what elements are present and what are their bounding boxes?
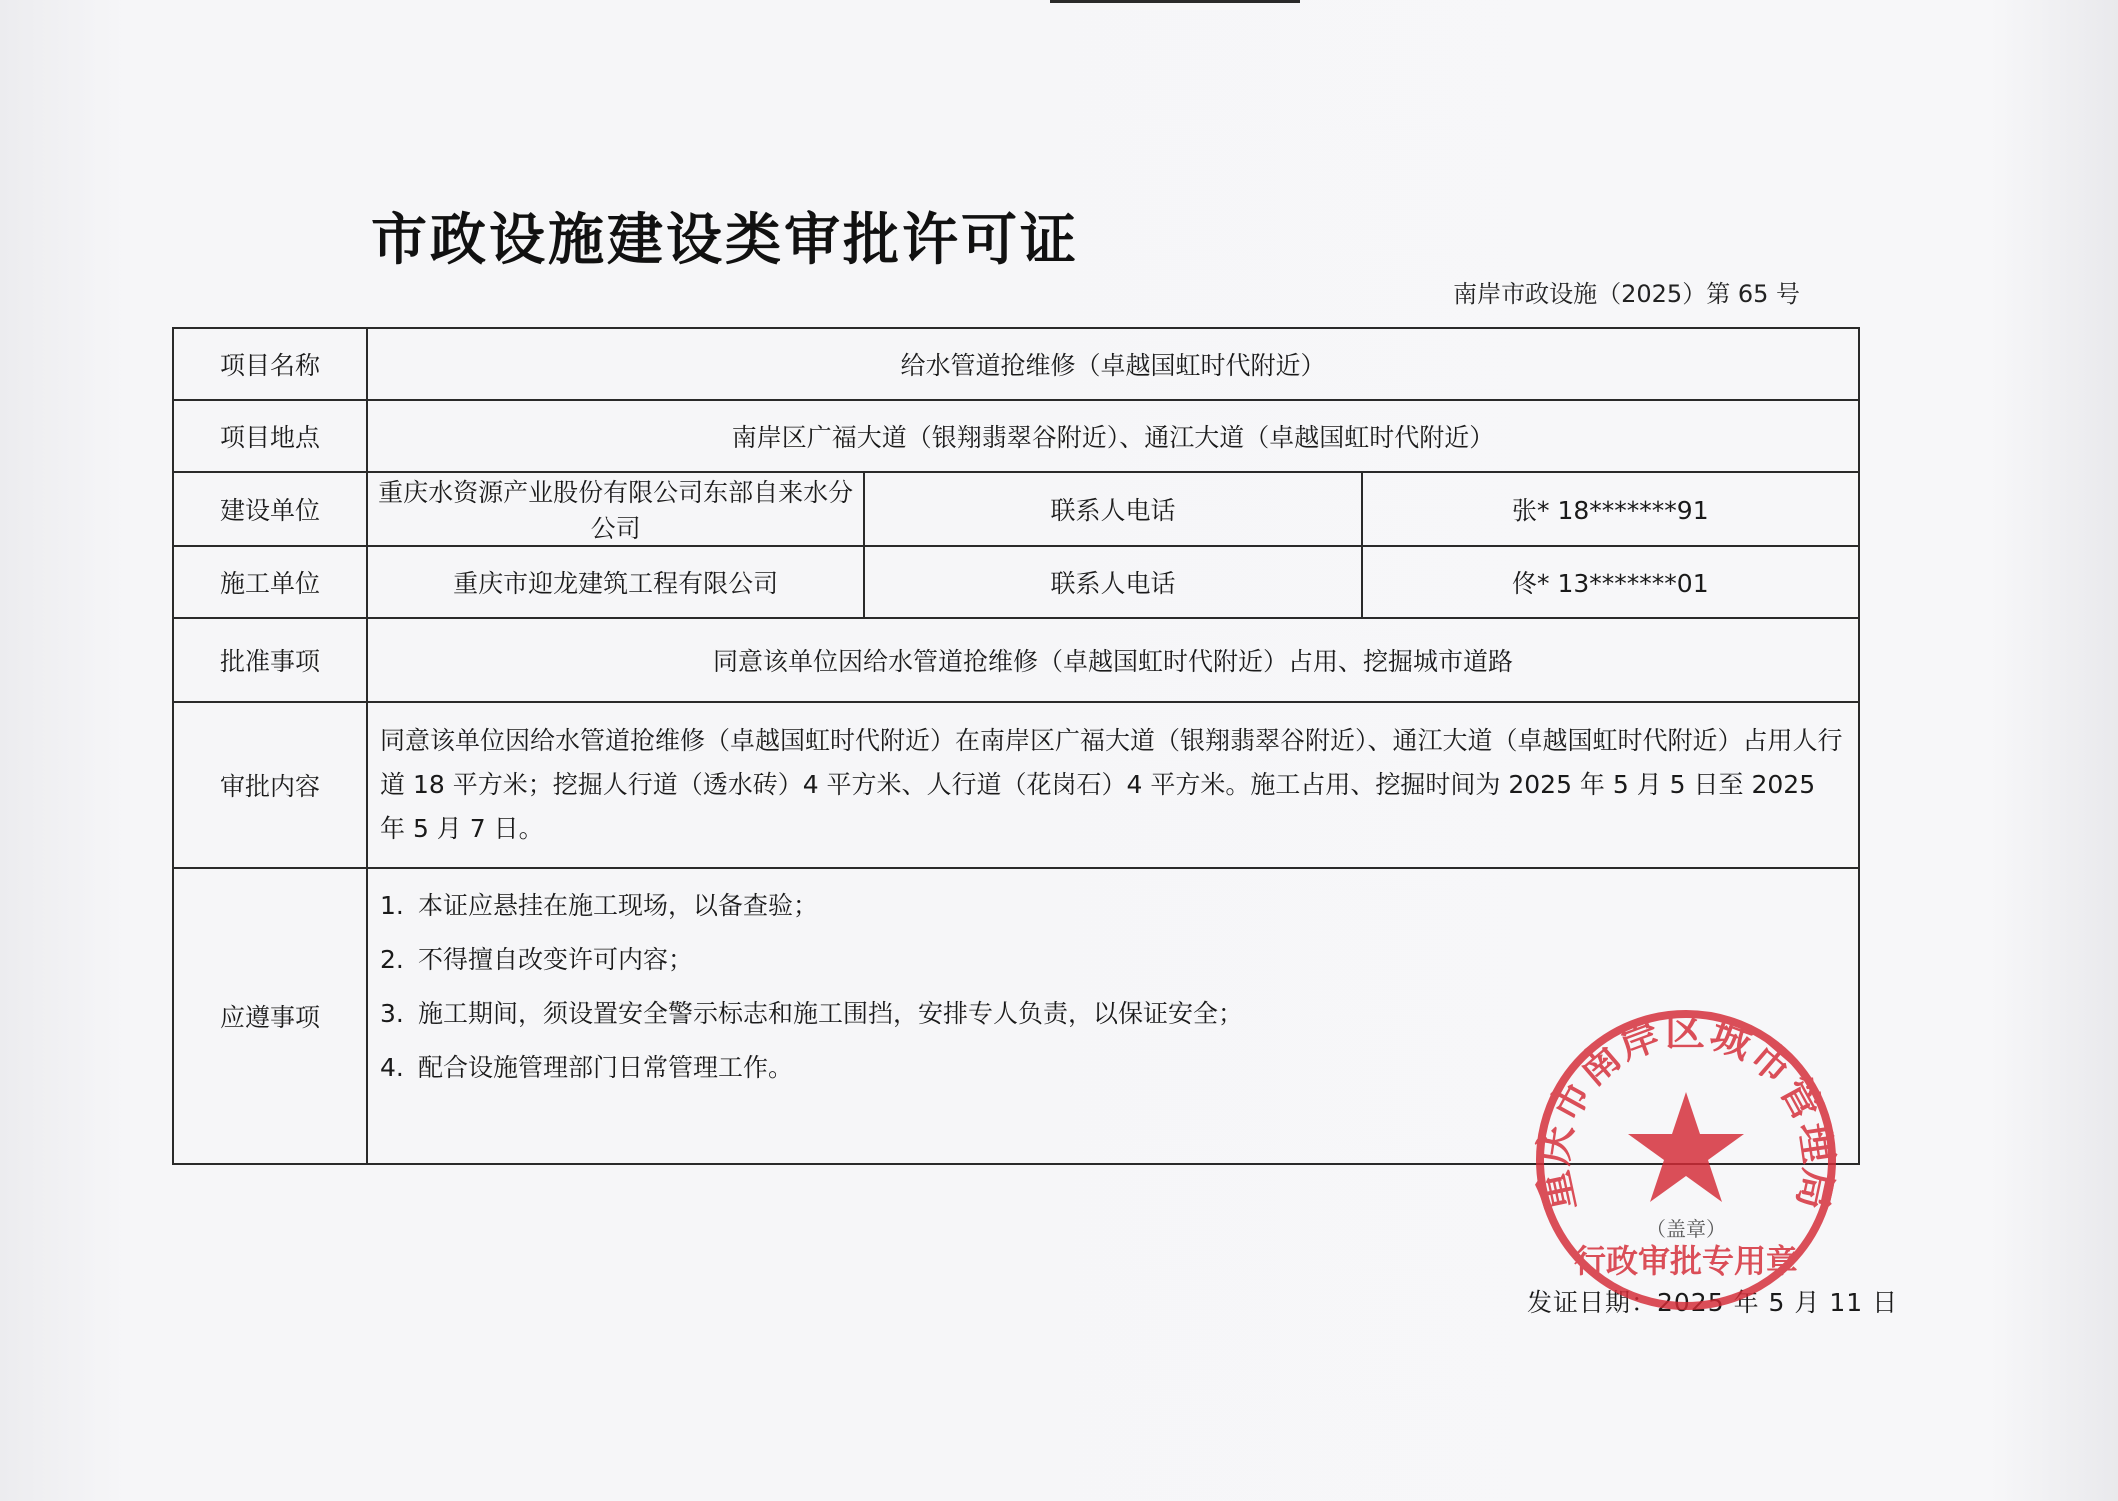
project-location-value: 南岸区广福大道（银翔翡翠谷附近）、通江大道（卓越国虹时代附近） (367, 400, 1859, 472)
project-location-label: 项目地点 (173, 400, 367, 472)
note-number: 4. (380, 1053, 404, 1082)
document-title: 市政设施建设类审批许可证 (371, 207, 1079, 273)
row-project-location (173, 400, 1859, 472)
notes-label: 应遵事项 (173, 868, 367, 1164)
constructor-value: 重庆市迎龙建筑工程有限公司 (367, 546, 864, 618)
issue-date: 发证日期：2025 年 5 月 11 日 (1527, 1288, 1899, 1317)
builder-label: 建设单位 (173, 472, 367, 546)
builder-contact-label: 联系人电话 (864, 472, 1361, 546)
document-number: 南岸市政设施（2025）第 65 号 (1453, 280, 1800, 308)
note-text: 不得擅自改变许可内容； (418, 945, 694, 974)
note-number: 3. (380, 999, 404, 1028)
star-icon (1628, 1092, 1744, 1202)
approval-content-value: 同意该单位因给水管道抢维修（卓越国虹时代附近）在南岸区广福大道（银翔翡翠谷附近）、通江大道（卓越国虹时代附近）占用人行道 18 平方米；挖掘人行道（透水砖）4 平方米、人行道（花岗石）4 平方米。施工占用、挖掘时间为 2025 年 5 月 5 日至 2025 年 5 月 7 日。 (367, 702, 1859, 868)
approved-matter-label: 批准事项 (173, 618, 367, 702)
row-approval-content (173, 702, 1859, 868)
project-name-label: 项目名称 (173, 328, 367, 400)
note-text: 施工期间，须设置安全警示标志和施工围挡，安排专人负责，以保证安全； (418, 999, 1244, 1028)
note-text: 本证应悬挂在施工现场，以备查验； (418, 891, 819, 920)
note-item (380, 933, 1844, 987)
row-project-name (173, 328, 1859, 400)
note-number: 1. (380, 891, 404, 920)
scan-edge-mark (1050, 0, 1300, 3)
official-seal (1526, 1000, 1846, 1320)
seal-bottom-text: 行政审批专用章 (1573, 1242, 1799, 1280)
row-constructor (173, 546, 1859, 618)
note-item (380, 879, 1844, 933)
builder-contact-value: 张* 18*******91 (1362, 472, 1859, 546)
seal-stamp-note: （盖章） (1646, 1217, 1726, 1241)
note-text: 配合设施管理部门日常管理工作。 (418, 1053, 794, 1082)
seal-graphic (1526, 1000, 1846, 1320)
builder-value: 重庆水资源产业股份有限公司东部自来水分公司 (367, 472, 864, 546)
seal-org-text: 重庆市南岸区城市管理局 (1529, 1007, 1843, 1216)
approval-content-label: 审批内容 (173, 702, 367, 868)
project-name-value: 给水管道抢维修（卓越国虹时代附近） (367, 328, 1859, 400)
constructor-contact-label: 联系人电话 (864, 546, 1361, 618)
note-number: 2. (380, 945, 404, 974)
constructor-contact-value: 佟* 13*******01 (1362, 546, 1859, 618)
row-builder (173, 472, 1859, 546)
approved-matter-value: 同意该单位因给水管道抢维修（卓越国虹时代附近）占用、挖掘城市道路 (367, 618, 1859, 702)
constructor-label: 施工单位 (173, 546, 367, 618)
row-approved-matter (173, 618, 1859, 702)
